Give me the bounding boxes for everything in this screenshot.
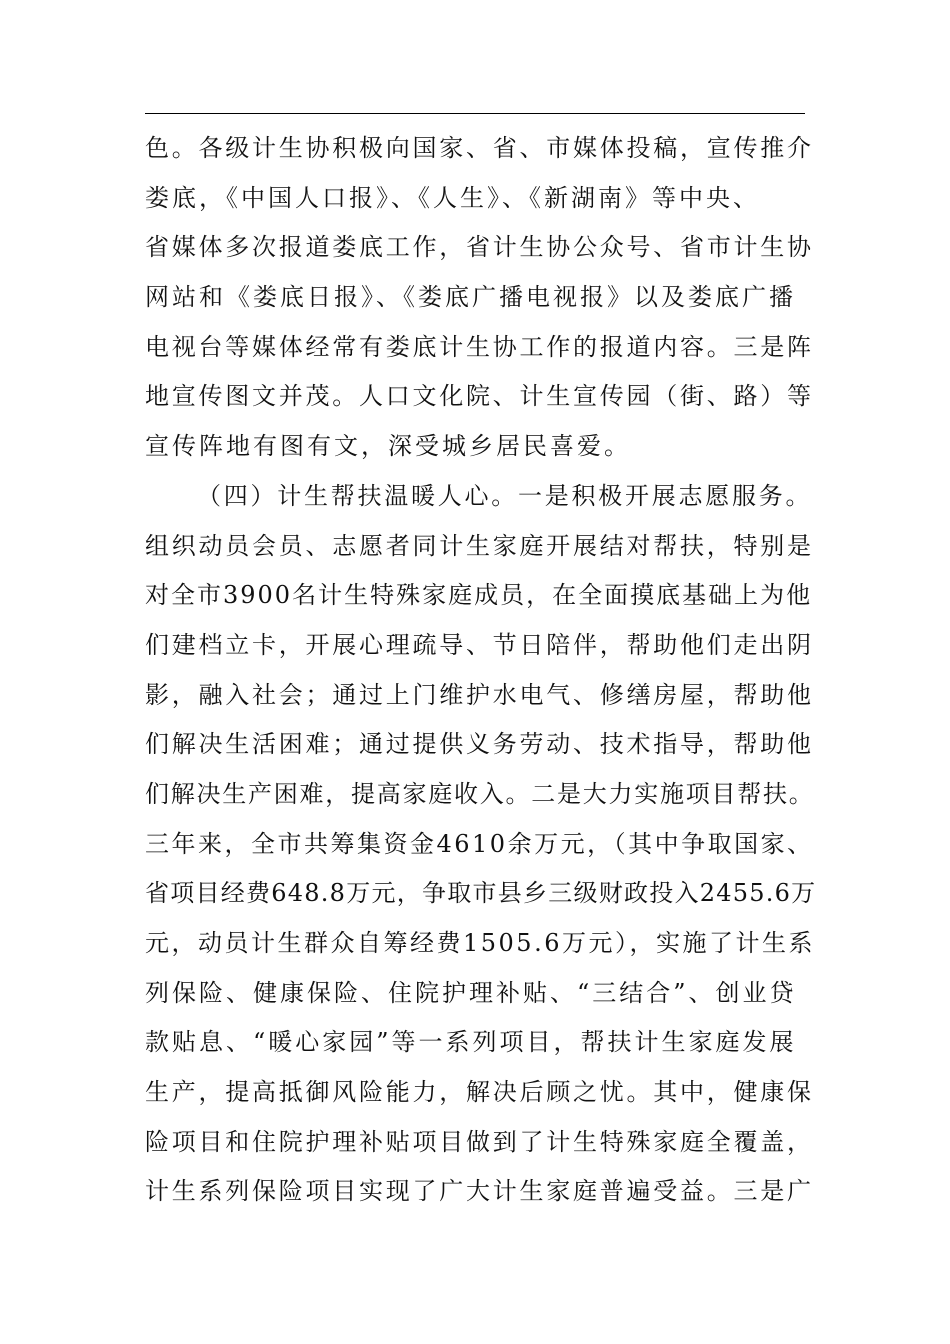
text-line: 生产，提高抵御风险能力，解决后顾之忧。其中，健康保 xyxy=(145,1078,814,1107)
text-line: 三年来，全市共筹集资金4610余万元，（其中争取国家、 xyxy=(145,829,814,858)
text-line: 组织动员会员、志愿者同计生家庭开展结对帮扶，特别是 xyxy=(145,531,814,560)
text-line: 元，动员计生群众自筹经费1505.6万元），实施了计生系 xyxy=(145,929,815,957)
text-line: 电视台等媒体经常有娄底计生协工作的报道内容。三是阵 xyxy=(145,332,814,361)
text-line: 列保险、健康保险、住院护理补贴、“三结合”、创业贷 xyxy=(145,978,797,1007)
text-line: 省媒体多次报道娄底工作，省计生协公众号、省市计生协 xyxy=(145,233,814,262)
text-line: 省项目经费648.8万元，争取市县乡三级财政投入2455.6万 xyxy=(145,879,817,908)
text-line: 色。各级计生协积极向国家、省、市媒体投稿，宣传推介 xyxy=(145,134,814,162)
text-line: 对全市3900名计生特殊家庭成员，在全面摸底基础上为他 xyxy=(145,581,813,610)
text-line: 娄底，《中国人口报》、《人生》、《新湖南》等中央、 xyxy=(145,183,760,212)
document-body xyxy=(145,124,817,1217)
text-line: 们解决生活困难；通过提供义务劳动、技术指导，帮助他 xyxy=(145,730,814,759)
text-line: 们解决生产困难，提高家庭收入。二是大力实施项目帮扶。 xyxy=(145,779,815,808)
text-line: 影，融入社会；通过上门维护水电气、修缮房屋，帮助他 xyxy=(145,680,814,709)
text-line: 计生系列保险项目实现了广大计生家庭普遍受益。三是广 xyxy=(145,1177,814,1206)
text-line: 险项目和住院护理补贴项目做到了计生特殊家庭全覆盖， xyxy=(145,1127,814,1156)
text-line: 宣传阵地有图有文，深受城乡居民喜爱。 xyxy=(145,432,631,461)
text-line: 地宣传图文并茂。人口文化院、计生宣传园（街、路）等 xyxy=(145,382,814,411)
text-line: 款贴息、“暖心家园”等一系列项目，帮扶计生家庭发展 xyxy=(145,1028,797,1057)
text-line: 们建档立卡，开展心理疏导、节日陪伴，帮助他们走出阴 xyxy=(145,630,814,659)
header-rule xyxy=(145,113,805,114)
text-line: 网站和《娄底日报》、《娄底广播电视报》以及娄底广播 xyxy=(145,283,796,312)
section-heading-line: （四）计生帮扶温暖人心。一是积极开展志愿服务。 xyxy=(197,481,813,510)
